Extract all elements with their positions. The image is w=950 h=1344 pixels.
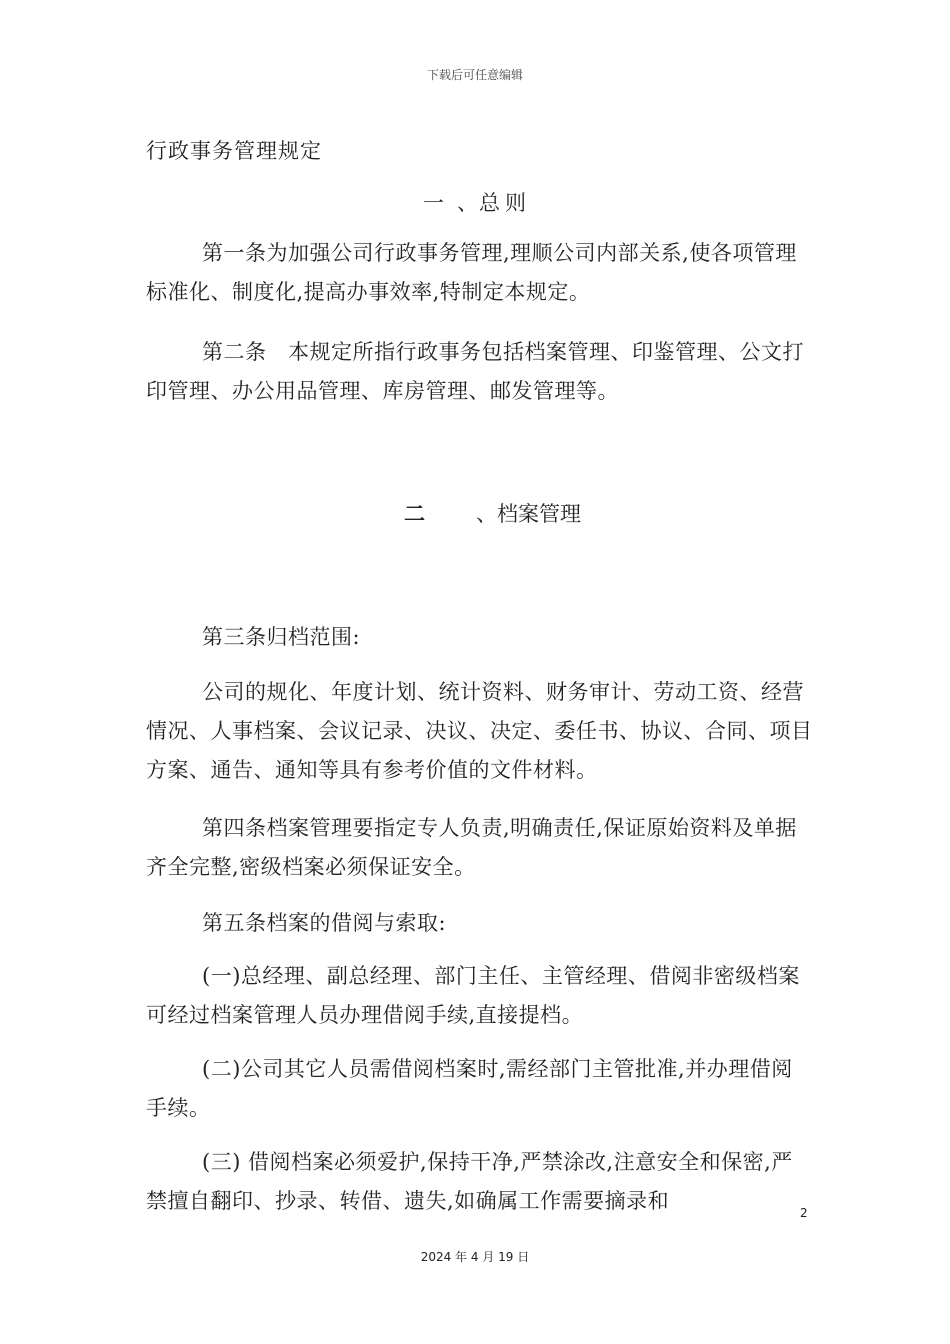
section2-title: 、档案管理 (476, 502, 581, 526)
article-3-body: 公司的规化、年度计划、统计资料、财务审计、劳动工资、经营情况、人事档案、会议记录、决议、决定、委任书、协议、合同、项目方案、通告、通知等具有参考价值的文件材料。 (146, 680, 813, 782)
document-title: 行政事务管理规定 (146, 139, 322, 163)
article-1: 第一条为加强公司行政事务管理,理顺公司内部关系,使各项管理标准化、制度化,提高办事效率,特制定本规定。 (146, 241, 797, 304)
section1-title-part1: 、总 (457, 191, 501, 215)
section2-number: 二 (404, 501, 425, 526)
section-heading-general (0, 187, 950, 217)
page-number: 2 (800, 1206, 808, 1220)
article-5-item-2: (二)公司其它人员需借阅档案时,需经部门主管批准,并办理借阅手续。 (146, 1057, 793, 1120)
article-3-heading: 第三条归档范围: (202, 625, 361, 649)
article-5-item-3: (三) 借阅档案必须爱护,保持干净,严禁涂改,注意安全和保密,严禁擅自翻印、抄录、转借、遗失,如确属工作需要摘录和 (146, 1150, 793, 1213)
header-note: 下载后可任意编辑 (426, 68, 523, 82)
article-2: 第二条 本规定所指行政事务包括档案管理、印鉴管理、公文打印管理、办公用品管理、库房管理、邮发管理等。 (146, 340, 804, 403)
section1-number: 一 (423, 191, 445, 215)
footer-date: 2024 年 4 月 19 日 (420, 1250, 530, 1264)
article-5-heading: 第五条档案的借阅与索取: (202, 911, 447, 935)
article-4: 第四条档案管理要指定专人负责,明确责任,保证原始资料及单据齐全完整,密级档案必须保证安全。 (146, 816, 797, 879)
article-5-item-1: (一)总经理、副总经理、部门主任、主管经理、借阅非密级档案可经过档案管理人员办理借阅手续,直接提档。 (146, 964, 800, 1027)
section1-title-part2: 则 (505, 191, 527, 215)
